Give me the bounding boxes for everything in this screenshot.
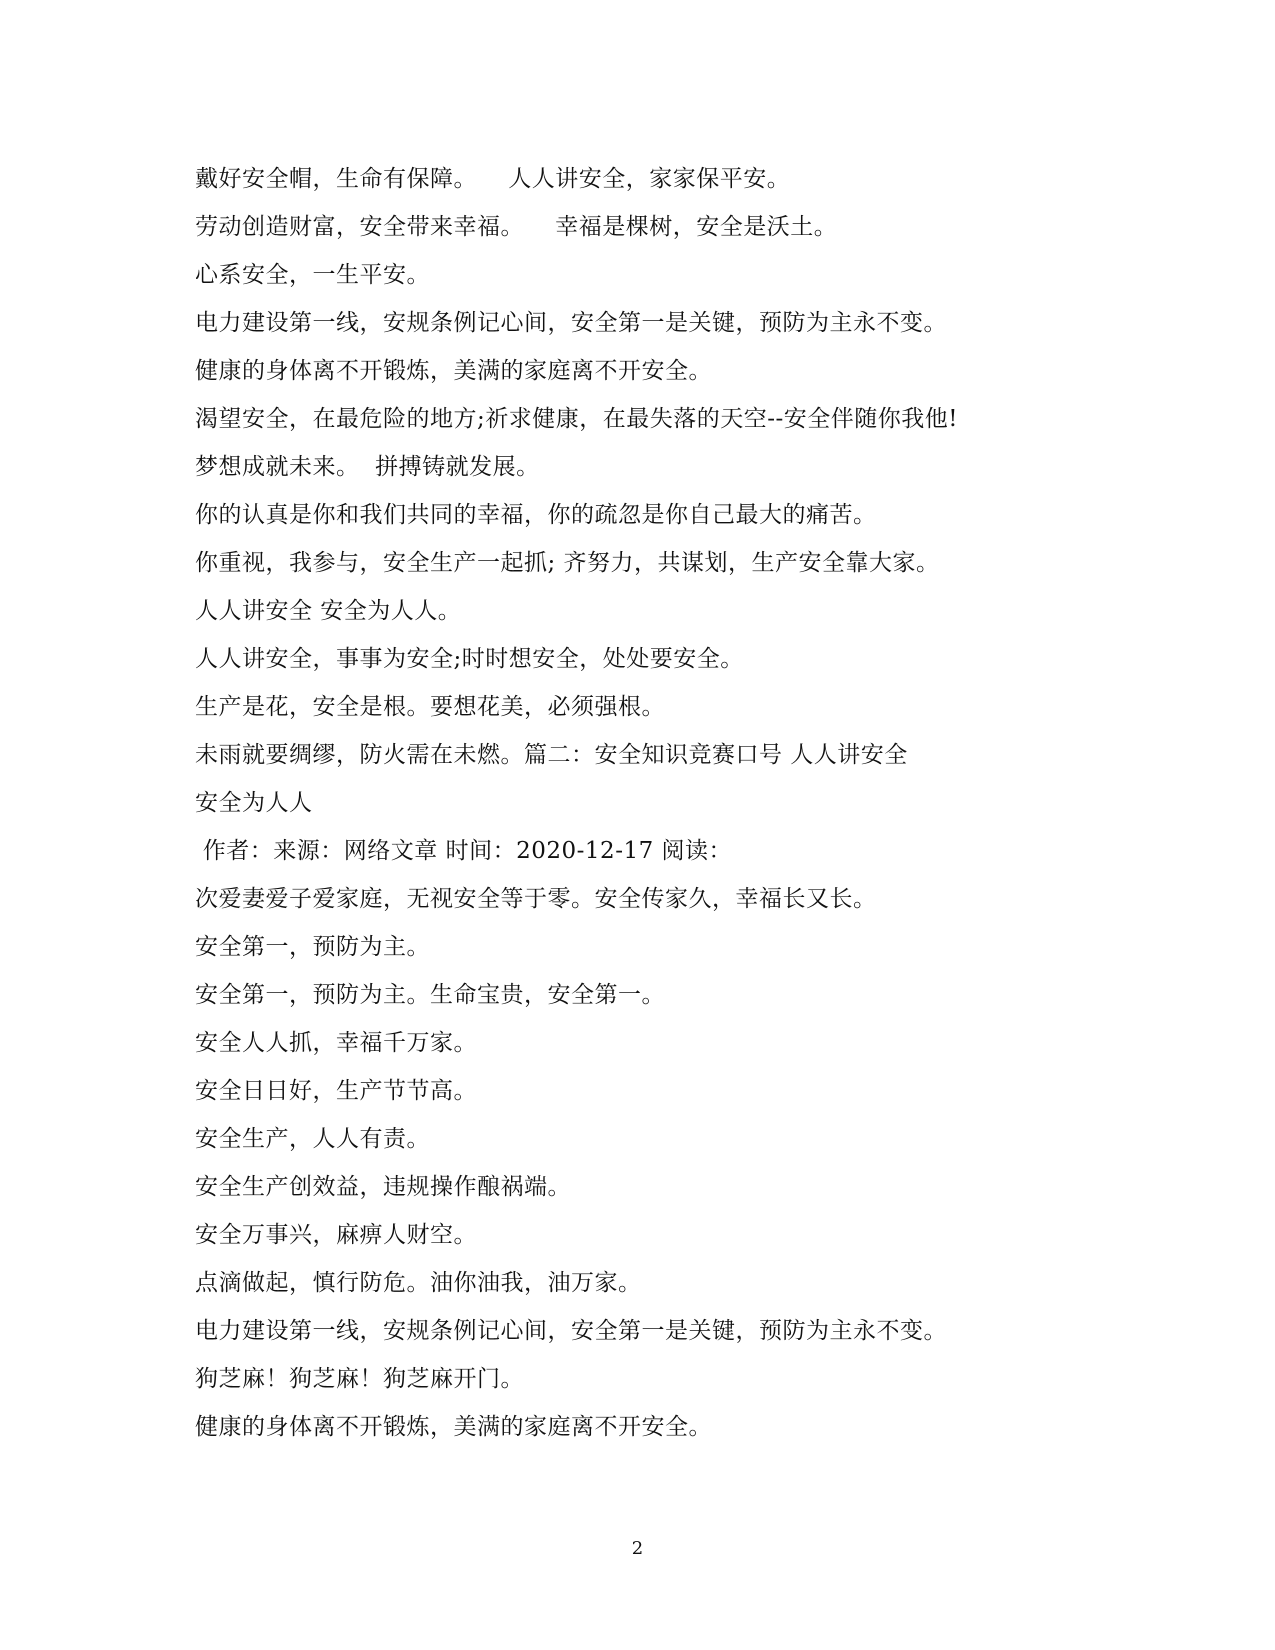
text-line: 安全日日好，生产节节高。 [195, 1078, 477, 1104]
text-line: 戴好安全帽，生命有保障。 人人讲安全，家家保平安。 [195, 166, 791, 192]
text-line: 安全万事兴，麻痹人财空。 [195, 1222, 477, 1248]
text-line: 你的认真是你和我们共同的幸福，你的疏忽是你自己最大的痛苦。 [195, 502, 877, 528]
text-line: 安全第一，预防为主。生命宝贵，安全第一。 [195, 982, 665, 1008]
text-line: 生产是花，安全是根。要想花美，必须强根。 [195, 694, 665, 720]
text-line: 健康的身体离不开锻炼，美满的家庭离不开安全。 [195, 1414, 712, 1440]
text-line: 人人讲安全 安全为人人。 [195, 598, 462, 624]
text-line: 人人讲安全，事事为安全;时时想安全，处处要安全。 [195, 646, 744, 672]
text-line: 安全第一，预防为主。 [195, 934, 430, 960]
page-number: 2 [631, 1538, 644, 1559]
text-line: 未雨就要绸缪，防火需在未燃。篇二：安全知识竞赛口号 人人讲安全 [195, 742, 908, 768]
author-line: 作者：来源：网络文章 时间：2020-12-17 阅读： [195, 838, 733, 864]
text-line: 你重视，我参与，安全生产一起抓; 齐努力，共谋划，生产安全靠大家。 [195, 550, 940, 576]
text-line: 狗芝麻！狗芝麻！狗芝麻开门。 [195, 1366, 524, 1392]
text-line: 梦想成就未来。 拼搏铸就发展。 [195, 454, 540, 480]
text-line: 安全生产，人人有责。 [195, 1126, 430, 1152]
text-line: 次爱妻爱子爱家庭，无视安全等于零。安全传家久，幸福长又长。 [195, 886, 877, 912]
text-line: 渴望安全，在最危险的地方;祈求健康，在最失落的天空--安全伴随你我他! [195, 406, 959, 432]
text-line: 安全人人抓，幸福千万家。 [195, 1030, 477, 1056]
document-body [195, 155, 1095, 1451]
text-line: 健康的身体离不开锻炼，美满的家庭离不开安全。 [195, 358, 712, 384]
text-line: 劳动创造财富，安全带来幸福。 幸福是棵树，安全是沃土。 [195, 214, 838, 240]
text-line: 心系安全，一生平安。 [195, 262, 430, 288]
text-line: 电力建设第一线，安规条例记心间，安全第一是关键，预防为主永不变。 [195, 1318, 947, 1344]
text-line: 安全生产创效益，违规操作酿祸端。 [195, 1174, 571, 1200]
text-line: 电力建设第一线，安规条例记心间，安全第一是关键，预防为主永不变。 [195, 310, 947, 336]
text-line: 点滴做起，慎行防危。油你油我，油万家。 [195, 1270, 642, 1296]
text-line: 安全为人人 [195, 790, 313, 816]
